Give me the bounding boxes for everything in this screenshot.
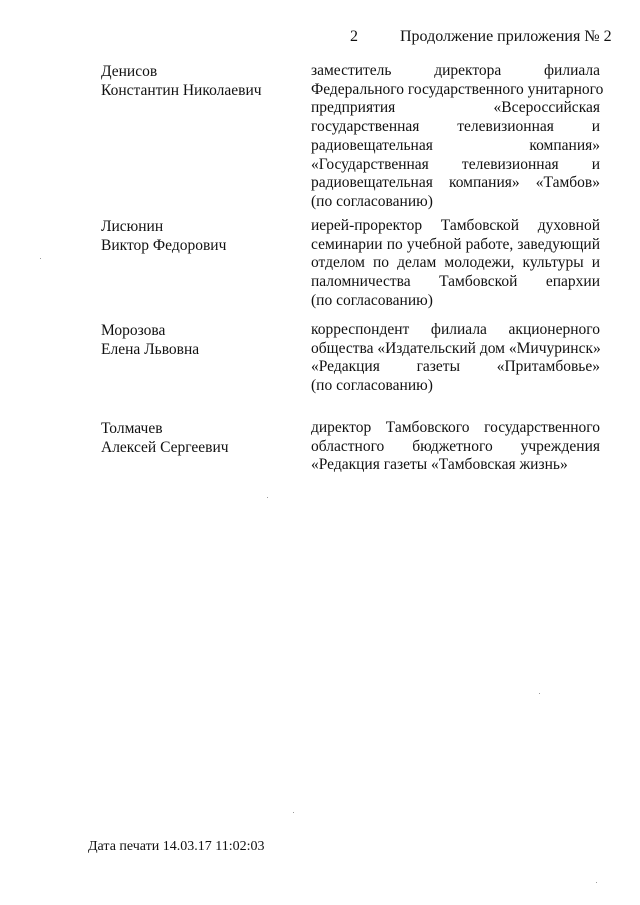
member-name	[101, 62, 301, 100]
scan-speck	[293, 812, 294, 813]
position-line: (по согласованию)	[311, 291, 433, 309]
position-line: «Государственная телевизионная и	[311, 155, 600, 173]
position-line: радиовещательная компания»	[311, 136, 600, 154]
position-line: паломничества Тамбовской епархии	[311, 273, 600, 291]
member-position	[311, 321, 600, 396]
member-surname: Денисов	[101, 63, 158, 80]
print-date: Дата печати 14.03.17 11:02:03	[88, 839, 265, 854]
member-surname: Морозова	[101, 322, 166, 339]
scan-speck	[596, 882, 597, 883]
position-line: семинарии по учебной работе, заведующий	[311, 235, 600, 253]
position-line: предприятия «Всероссийская	[311, 99, 600, 117]
position-line: директор Тамбовского государственного	[311, 419, 600, 436]
position-line: государственная телевизионная и	[311, 118, 600, 136]
position-line: отделом по делам молодежи, культуры и	[311, 254, 600, 272]
position-line: заместитель директора филиала	[311, 62, 600, 79]
member-name	[101, 419, 301, 457]
member-given-names: Виктор Федорович	[101, 237, 227, 254]
position-line: иерей-проректор Тамбовской духовной	[311, 217, 600, 234]
position-line: корреспондент филиала акционерного	[311, 321, 600, 338]
member-surname: Лисюнин	[101, 218, 164, 235]
position-line: общества «Издательский дом «Мичуринск»	[311, 339, 601, 357]
scan-speck	[40, 258, 41, 259]
member-given-names: Алексей Сергеевич	[101, 439, 229, 456]
page-number: 2	[350, 28, 358, 45]
scan-speck	[539, 693, 540, 694]
position-line: «Редакция газеты «Тамбовская жизнь»	[311, 456, 568, 474]
member-given-names: Константин Николаевич	[101, 82, 262, 99]
member-given-names: Елена Львовна	[101, 341, 200, 358]
scan-speck	[267, 497, 268, 498]
position-line: Федерального государственного унитарного	[311, 80, 604, 98]
position-line: радиовещательная компания» «Тамбов»	[311, 174, 600, 192]
position-line: (по согласованию)	[311, 377, 433, 395]
position-line: «Редакция газеты «Притамбовье»	[311, 358, 600, 376]
appendix-continuation-title: Продолжение приложения № 2	[400, 28, 612, 45]
member-position	[311, 217, 600, 311]
member-position	[311, 62, 604, 212]
member-name	[101, 321, 301, 359]
member-position	[311, 419, 600, 475]
position-line: (по согласованию)	[311, 192, 433, 210]
member-name	[101, 217, 301, 255]
position-line: областного бюджетного учреждения	[311, 437, 600, 455]
member-surname: Толмачев	[101, 420, 163, 437]
